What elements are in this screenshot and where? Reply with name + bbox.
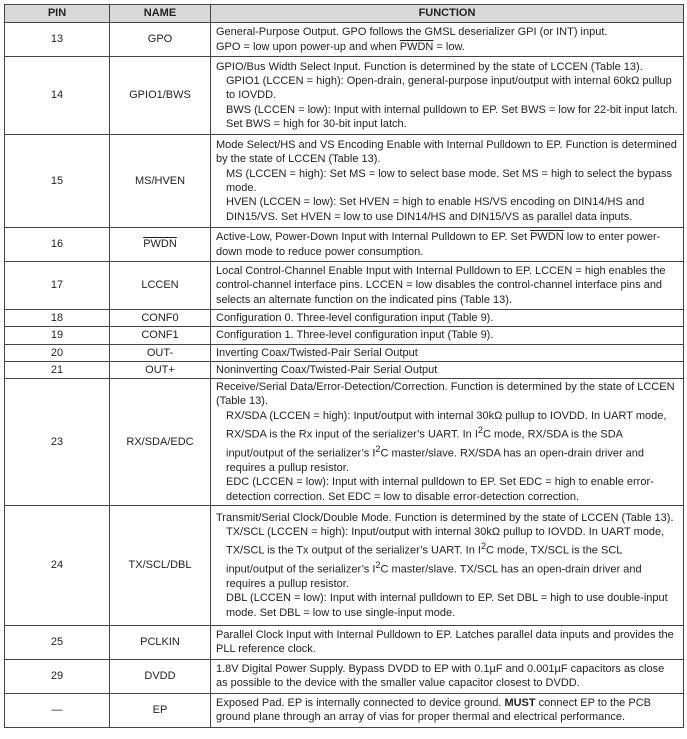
table-row — [5, 361, 684, 378]
function-cell — [211, 23, 684, 57]
table-row — [5, 327, 684, 344]
pin-cell: 19 — [5, 327, 110, 344]
function-text: TX/SCL (LCCEN = high): Input/output with internal 30kΩ pullup to IOVDD. In UART mode, TX/SCL is the Tx output of the serializer’s UART. In $I^2C$ mode, TX/SCL is the SCL input/output of the serializer’s $I^2C$ master/slave. TX/SCL has an open-drain driver and requires a pullup resistor. — [226, 525, 665, 591]
function-text: MS (LCCEN = high): Set MS = low to select base mode. Set MS = high to select the bypass mode. — [226, 167, 673, 194]
pin-cell: 15 — [5, 135, 110, 228]
pin-cell: 25 — [5, 625, 110, 659]
table-row — [5, 625, 684, 659]
name-cell: CONF0 — [110, 310, 211, 327]
table-row — [5, 57, 684, 135]
name-cell: EP — [110, 693, 211, 727]
function-cell: Noninverting Coax/Twisted-Pair Serial Output — [211, 361, 684, 378]
pin-cell: 20 — [5, 344, 110, 361]
header-name: NAME — [110, 5, 211, 23]
name-cell: GPO — [110, 23, 211, 57]
function-cell — [211, 135, 684, 228]
pin-cell: 23 — [5, 379, 110, 506]
function-cell: Local Control-Channel Enable Input with Internal Pulldown to EP. LCCEN = high enables the control-channel interface pins. LCCEN = low disables the control-channel interface pins and selects an alternate function on the indicated pins (Table 13). — [211, 262, 684, 310]
function-cell — [211, 57, 684, 135]
function-text: GPIO/Bus Width Select Input. Function is determined by the state of LCCEN (Table 13). — [216, 60, 643, 73]
function-text: GPIO1 (LCCEN = high): Open-drain, general-purpose input/output with internal 60kΩ pullup to IOVDD. — [226, 75, 672, 102]
name-cell: OUT+ — [110, 361, 211, 378]
pin-cell: 21 — [5, 361, 110, 378]
function-text: DBL (LCCEN = low): Input with internal pulldown to EP. Set DBL = high to use double-input mode. Set DBL = low to use single-input mode. — [226, 592, 668, 619]
function-cell — [211, 505, 684, 625]
function-text: EDC (LCCEN = low): Input with internal pulldown to EP. Set EDC = high to enable error-detection correction. Set EDC = low to disable error-detection correction. — [226, 476, 654, 503]
function-text: Active-Low, Power-Down Input with Internal Pulldown to EP. Set PWDN low to enter power-down mode to reduce power consumption. — [216, 231, 661, 258]
function-cell: Exposed Pad. EP is internally connected to device ground. MUST connect EP to the PCB ground plane through an array of vias for proper thermal and electrical performance. — [211, 693, 684, 727]
table-row — [5, 310, 684, 327]
pin-cell: 18 — [5, 310, 110, 327]
table-row — [5, 135, 684, 228]
pin-description-table — [4, 4, 684, 728]
header-pin: PIN — [5, 5, 110, 23]
table-row — [5, 344, 684, 361]
function-cell — [211, 379, 684, 506]
table-row — [5, 228, 684, 262]
function-cell: 1.8V Digital Power Supply. Bypass DVDD to EP with 0.1µF and 0.001µF capacitors as close as possible to the device with the smaller value capacitor closest to DVDD. — [211, 659, 684, 693]
pin-cell: 13 — [5, 23, 110, 57]
table-row — [5, 505, 684, 625]
function-cell — [211, 228, 684, 262]
name-cell: DVDD — [110, 659, 211, 693]
function-text: General-Purpose Output. GPO follows the GMSL deserializer GPI (or INT) input. — [216, 26, 608, 39]
name-cell: PWDN — [110, 228, 211, 262]
function-cell: Configuration 1. Three-level configuration input (Table 9). — [211, 327, 684, 344]
name-cell: RX/SDA/EDC — [110, 379, 211, 506]
function-text: Receive/Serial Data/Error-Detection/Correction. Function is determined by the state of LCCEN (Table 13). — [216, 381, 675, 408]
function-cell: Inverting Coax/Twisted-Pair Serial Output — [211, 344, 684, 361]
header-function: FUNCTION — [211, 5, 684, 23]
function-text: RX/SDA (LCCEN = high): Input/output with internal 30kΩ pullup to IOVDD. In UART mode, RX/SDA is the Rx input of the serializer’s UART. In $I^2C$ mode, RX/SDA is the SDA input/output of the serializer’s $I^2C$ master/slave. RX/SDA has an open-drain driver and requires a pullup resistor. — [226, 409, 667, 474]
pin-cell: — — [5, 693, 110, 727]
name-cell: CONF1 — [110, 327, 211, 344]
name-cell: OUT- — [110, 344, 211, 361]
function-text: Mode Select/HS and VS Encoding Enable with Internal Pulldown to EP. Function is determined by the state of LCCEN (Table 13). — [216, 139, 677, 166]
name-cell: PCLKIN — [110, 625, 211, 659]
pin-cell: 24 — [5, 505, 110, 625]
table-row — [5, 379, 684, 506]
table-row — [5, 262, 684, 310]
name-cell: MS/HVEN — [110, 135, 211, 228]
header-row — [5, 5, 684, 23]
pin-cell: 29 — [5, 659, 110, 693]
function-text: HVEN (LCCEN = low): Set HVEN = high to enable HS/VS encoding on DIN14/HS and DIN15/VS. Set HVEN = low to use DIN14/HS and DIN15/VS as parallel data inputs. — [226, 196, 645, 223]
function-cell: Parallel Clock Input with Internal Pulldown to EP. Latches parallel data inputs and provides the PLL reference clock. — [211, 625, 684, 659]
function-text: Transmit/Serial Clock/Double Mode. Function is determined by the state of LCCEN (Table 13). — [216, 511, 674, 524]
pin-cell: 16 — [5, 228, 110, 262]
function-text: BWS (LCCEN = low): Input with internal pulldown to EP. Set BWS = low for 22-bit input latch. Set BWS = high for 30-bit input latch. — [226, 103, 678, 130]
name-cell: TX/SCL/DBL — [110, 505, 211, 625]
name-cell: GPIO1/BWS — [110, 57, 211, 135]
table-row — [5, 23, 684, 57]
pin-cell: 14 — [5, 57, 110, 135]
name-cell: LCCEN — [110, 262, 211, 310]
table-row — [5, 659, 684, 693]
table-row — [5, 693, 684, 727]
function-cell: Configuration 0. Three-level configuration input (Table 9). — [211, 310, 684, 327]
pin-cell: 17 — [5, 262, 110, 310]
function-text: GPO = low upon power-up and when PWDN = low. — [216, 40, 465, 53]
